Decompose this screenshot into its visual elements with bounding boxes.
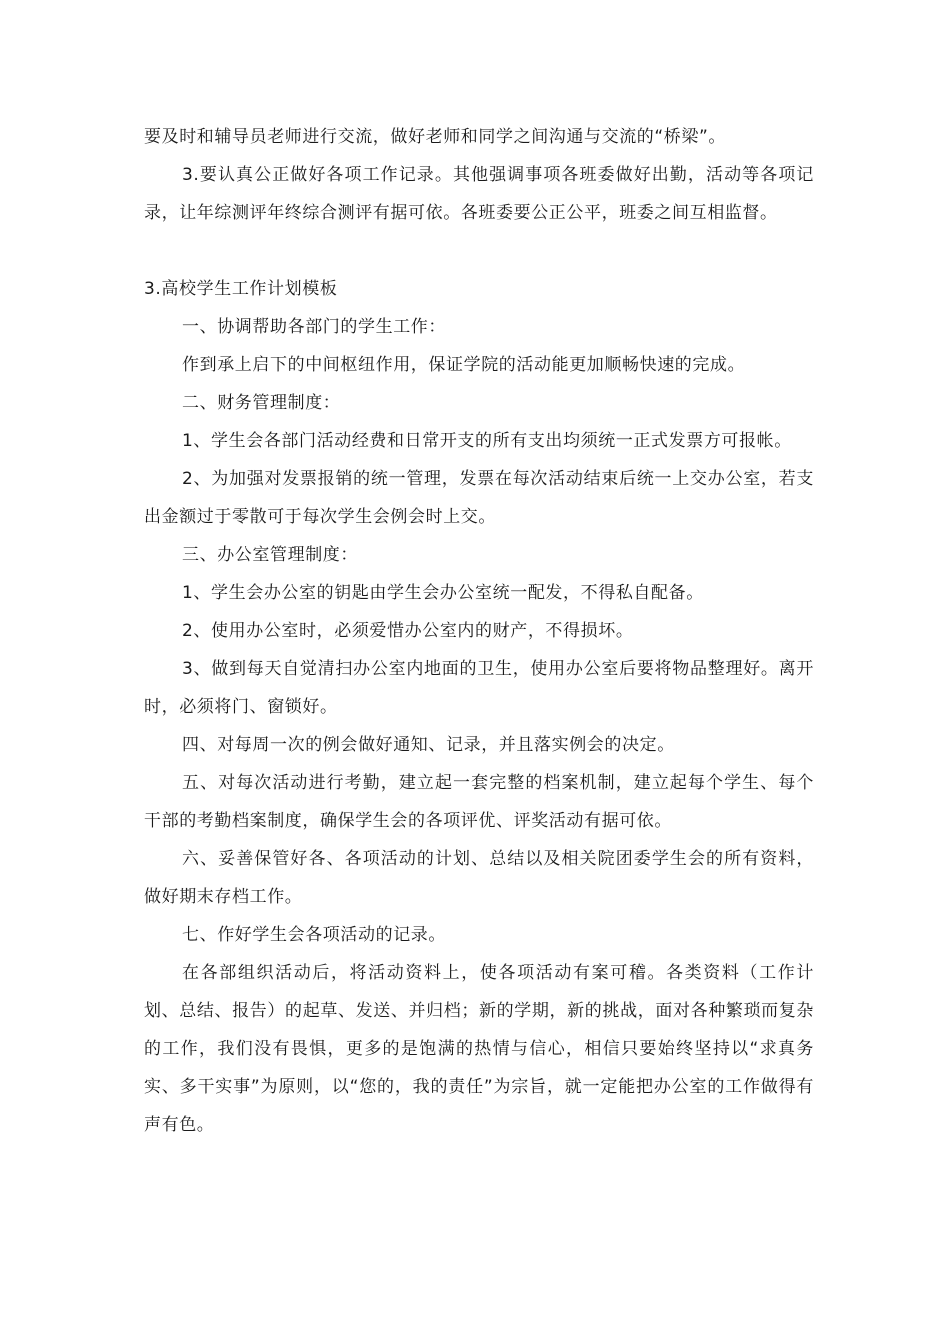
heading-coordination: 一、协调帮助各部门的学生工作： bbox=[182, 317, 446, 337]
heading-records: 七、作好学生会各项活动的记录。 bbox=[182, 925, 446, 945]
office-item-3: 3、做到每天自觉清扫办公室内地面的卫生，使用办公室后要将物品整理好。离开时，必须将门、窗锁好。 bbox=[144, 659, 814, 717]
coordination-text: 作到承上启下的中间枢纽作用，保证学院的活动能更加顺畅快速的完成。 bbox=[182, 355, 746, 375]
closing-paragraph: 在各部组织活动后，将活动资料上，使各项活动有案可稽。各类资料（工作计划、总结、报告）的起草、发送、并归档；新的学期，新的挑战，面对各种繁琐而复杂的工作，我们没有畏惧，更多的是饱满的热情与信心，相信只要始终坚持以“求真务实、多干实事”为原则，以“您的，我的责任”为宗旨，就一定能把办公室的工作做得有声有色。 bbox=[144, 963, 814, 1135]
heading-attendance: 五、对每次活动进行考勤，建立起一套完整的档案机制，建立起每个学生、每个干部的考勤档案制度，确保学生会的各项评优、评奖活动有据可依。 bbox=[144, 773, 814, 831]
office-item-1: 1、学生会办公室的钥匙由学生会办公室统一配发，不得私自配备。 bbox=[182, 583, 704, 603]
section-title: 3.高校学生工作计划模板 bbox=[144, 279, 338, 299]
document-body bbox=[144, 118, 814, 1144]
heading-office: 三、办公室管理制度： bbox=[182, 545, 358, 565]
heading-archives: 六、妥善保管好各、各项活动的计划、总结以及相关院团委学生会的所有资料，做好期末存档工作。 bbox=[144, 849, 814, 907]
office-item-2: 2、使用办公室时，必须爱惜办公室内的财产，不得损坏。 bbox=[182, 621, 634, 641]
intro-paragraph-2: 3.要认真公正做好各项工作记录。其他强调事项各班委做好出勤，活动等各项记录，让年综测评年终综合测评有据可依。各班委要公正公平，班委之间互相监督。 bbox=[144, 165, 814, 223]
heading-weekly-meeting: 四、对每周一次的例会做好通知、记录，并且落实例会的决定。 bbox=[182, 735, 675, 755]
finance-item-2: 2、为加强对发票报销的统一管理，发票在每次活动结束后统一上交办公室，若支出金额过于零散可于每次学生会例会时上交。 bbox=[144, 469, 814, 527]
intro-paragraph-1: 要及时和辅导员老师进行交流，做好老师和同学之间沟通与交流的“桥梁”。 bbox=[144, 127, 727, 147]
heading-finance: 二、财务管理制度： bbox=[182, 393, 341, 413]
finance-item-1: 1、学生会各部门活动经费和日常开支的所有支出均须统一正式发票方可报帐。 bbox=[182, 431, 792, 451]
section-spacer bbox=[144, 232, 814, 270]
